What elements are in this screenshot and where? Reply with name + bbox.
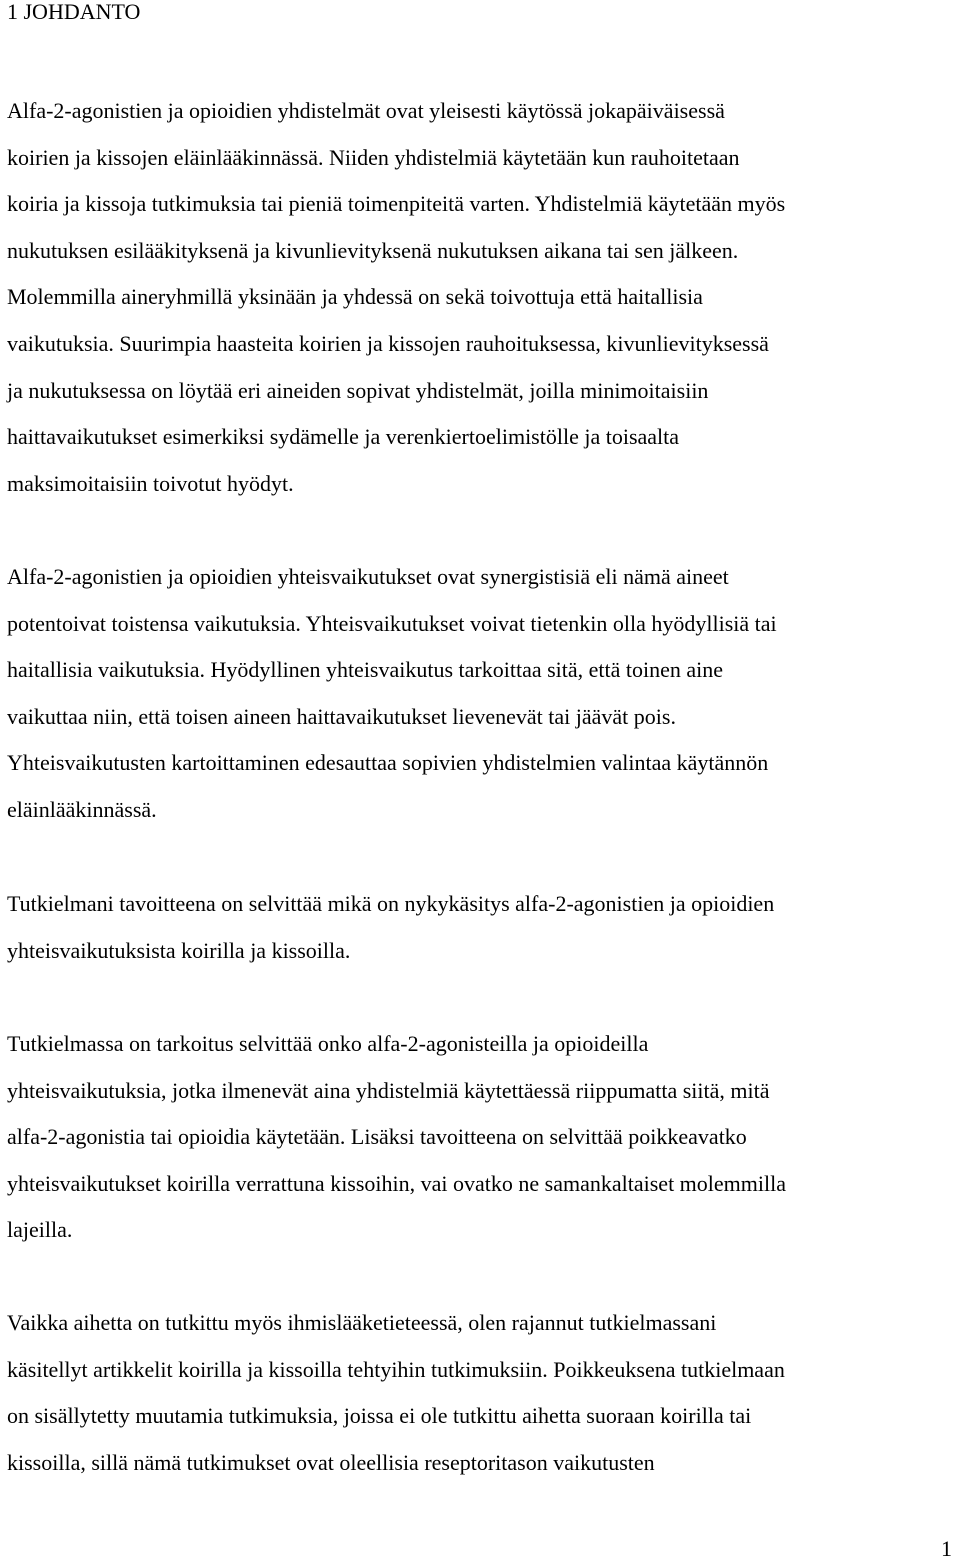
paragraph-line: yhteisvaikutukset koirilla verrattuna kissoihin, vai ovatko ne samankaltaiset molemmilla — [7, 1170, 786, 1196]
paragraph-line: on sisällytetty muutamia tutkimuksia, joissa ei ole tutkittu aihetta suoraan koirilla tai — [7, 1403, 752, 1429]
paragraph-line: eläinlääkinnässä. — [7, 796, 157, 822]
paragraph-line: Tutkielmani tavoitteena on selvittää mikä on nykykäsitys alfa-2-agonistien ja opioidien — [7, 891, 775, 916]
paragraph-line: koiria ja kissoja tutkimuksia tai pieniä toimenpiteitä varten. Yhdistelmiä käytetään myös — [7, 191, 786, 217]
paragraph-line: Alfa-2-agonistien ja opioidien yhteisvaikutukset ovat synergistisiä eli nämä aineet — [7, 564, 729, 589]
paragraph-2 — [7, 554, 960, 834]
paragraph-line: Tutkielmassa on tarkoitus selvittää onko alfa-2-agonisteilla ja opioideilla — [7, 1031, 649, 1056]
paragraph-4 — [7, 1021, 960, 1254]
paragraph-line: Vaikka aihetta on tutkittu myös ihmislääketieteessä, olen rajannut tutkielmassani — [7, 1310, 717, 1335]
paragraph-line: vaikutuksia. Suurimpia haasteita koirien ja kissojen rauhoituksessa, kivunlievityksessä — [7, 330, 769, 356]
paragraph-line: käsitellyt artikkelit koirilla ja kissoilla tehtyihin tutkimuksiin. Poikkeuksena tutkielmaan — [7, 1356, 785, 1382]
paragraph-1 — [7, 88, 960, 507]
paragraph-line: kissoilla, sillä nämä tutkimukset ovat oleellisia reseptoritason vaikutusten — [7, 1449, 655, 1475]
paragraph-line: koirien ja kissojen eläinlääkinnässä. Niiden yhdistelmiä käytetään kun rauhoitetaan — [7, 144, 740, 170]
paragraph-line: Alfa-2-agonistien ja opioidien yhdistelmät ovat yleisesti käytössä jokapäiväisessä — [7, 98, 725, 123]
section-heading: 1 JOHDANTO — [7, 0, 141, 24]
paragraph-line: yhteisvaikutuksista koirilla ja kissoilla. — [7, 937, 351, 963]
paragraph-3 — [7, 881, 960, 974]
paragraph-line: alfa-2-agonistia tai opioidia käytetään. Lisäksi tavoitteena on selvittää poikkeavatko — [7, 1124, 747, 1150]
paragraph-line: vaikuttaa niin, että toisen aineen haittavaikutukset lievenevät tai jäävät pois. — [7, 703, 676, 729]
paragraph-line: yhteisvaikutuksia, jotka ilmenevät aina yhdistelmiä käytettäessä riippumatta siitä, mitä — [7, 1077, 770, 1103]
paragraph-line: potentoivat toistensa vaikutuksia. Yhteisvaikutukset voivat tietenkin olla hyödyllisiä tai — [7, 610, 777, 636]
paragraph-5 — [7, 1300, 960, 1486]
paragraph-line: Yhteisvaikutusten kartoittaminen edesauttaa sopivien yhdistelmien valintaa käytännön — [7, 750, 769, 776]
paragraph-line: haitallisia vaikutuksia. Hyödyllinen yhteisvaikutus tarkoittaa sitä, että toinen aine — [7, 657, 724, 683]
paragraph-line: nukutuksen esilääkityksenä ja kivunlievityksenä nukutuksen aikana tai sen jälkeen. — [7, 237, 739, 263]
paragraph-line: lajeilla. — [7, 1217, 73, 1243]
paragraph-line: ja nukutuksessa on löytää eri aineiden sopivat yhdistelmät, joilla minimoitaisiin — [7, 377, 709, 403]
paragraph-line: Molemmilla aineryhmillä yksinään ja yhdessä on sekä toivottuja että haitallisia — [7, 284, 703, 310]
page-number: 1 — [941, 1536, 952, 1561]
paragraph-line: maksimoitaisiin toivotut hyödyt. — [7, 470, 294, 496]
paragraph-line: haittavaikutukset esimerkiksi sydämelle ja verenkiertoelimistölle ja toisaalta — [7, 424, 680, 450]
